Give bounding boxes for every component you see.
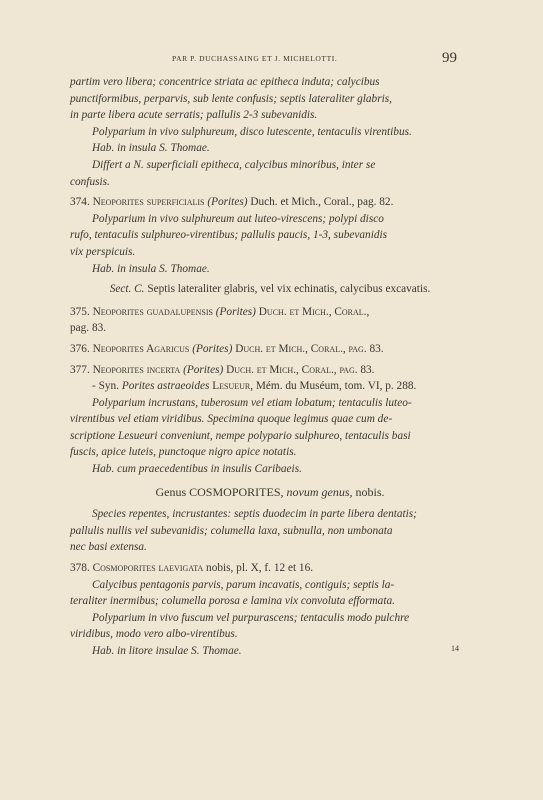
text-line: fuscis, apice luteis, punctoque nigro apice notatis. xyxy=(70,446,297,459)
synonym-line xyxy=(70,378,470,395)
genus-synonym: (Porites) xyxy=(215,305,256,318)
text-line: Polyparium in vivo sulphureum aut luteo-virescens; polypi disco xyxy=(92,212,384,225)
species-name: Neoporites incerta xyxy=(92,363,181,376)
text-line: Calycibus pentagonis parvis, parum incavatis, contiguis; septis la- xyxy=(92,578,395,591)
entry-number: 378. xyxy=(70,562,90,575)
entry-number: 377. xyxy=(70,363,90,376)
author-reference: Duch. et Mich., Coral., pag. 82. xyxy=(250,196,394,209)
text-line: vix perspicuis. xyxy=(70,245,136,258)
text-line: pallulis nullis vel subevanidis; columella laxa, subnulla, non umbonata xyxy=(70,524,393,537)
species-name: Neoporites guadalupensis xyxy=(92,305,213,318)
habitat-line: Hab. in litore insulae S. Thomae. xyxy=(92,645,242,657)
text-line: viridibus, modo vero albo-virentibus. xyxy=(70,628,238,641)
species-entry-375 xyxy=(70,304,470,321)
author-reference: Duch. et Mich., Coral., xyxy=(258,305,370,318)
entry-number: 376. xyxy=(70,342,90,355)
author-reference: Duch. et Mich., Coral., pag. 83. xyxy=(226,363,375,376)
genus-novum: novum genus, xyxy=(286,484,353,499)
genus-synonym: (Porites) xyxy=(207,196,248,209)
text-line: rufo, tentaculis sulphureo-virentibus; pallulis paucis, 1-3, subevanidis xyxy=(70,229,388,242)
synonym-name: Porites astraeoides xyxy=(121,380,210,393)
genus-heading xyxy=(70,484,470,501)
author-reference: nobis, pl. X, f. 12 et 16. xyxy=(206,562,314,575)
synonym-reference: Mém. du Muséum, tom. VI, p. 288. xyxy=(255,380,417,393)
text-line: Species repentes, incrustantes: septis duodecim in parte libera dentatis; xyxy=(92,508,417,521)
text-line: pag. 83. xyxy=(70,322,107,335)
text-line: nec basi extensa. xyxy=(70,541,147,554)
text-line: virentibus vel etiam viridibus. Specimina quoque legimus quae cum de- xyxy=(70,413,393,426)
species-entry-377 xyxy=(70,362,470,379)
habitat-line: Hab. in insula S. Thomae. xyxy=(92,142,210,155)
author-reference: Duch. et Mich., Coral., pag. 83. xyxy=(235,342,384,355)
text-line: Polyparium in vivo sulphureum, disco lutescente, tentaculis virentibus. xyxy=(92,125,412,138)
genus-synonym: (Porites) xyxy=(183,363,224,376)
text-line: Polyparium in vivo fuscum vel purpurascens; tentaculis modo pulchre xyxy=(92,611,410,624)
running-head: PAR P. DUCHASSAING ET J. MICHELOTTI. xyxy=(172,54,338,63)
genus-name: COSMOPORITES, xyxy=(189,484,284,499)
text-line: punctiformibus, perparvis, sub lente confusis; septis lateraliter glabris, xyxy=(70,92,392,105)
habitat-line: Hab. cum praecedentibus in insulis Caribaeis. xyxy=(92,463,302,476)
section-label: Sect. C. xyxy=(109,283,145,296)
species-name: Cosmoporites laevigata xyxy=(92,562,204,575)
section-heading xyxy=(70,281,470,298)
text-line: in parte libera acute serratis; pallulis 2-3 subevanidis. xyxy=(70,109,318,122)
species-entry-378 xyxy=(70,560,470,577)
text-line: partim vero libera; concentrice striata ac epitheca induta; calycibus xyxy=(70,76,380,88)
text-line: teraliter inermibus; columella porosa e lamina vix convoluta efformata. xyxy=(70,595,395,608)
species-name: Neoporites superficialis xyxy=(92,196,205,209)
page-number: 99 xyxy=(442,50,457,66)
genus-suffix: nobis. xyxy=(355,484,385,499)
synonym-label: - Syn. xyxy=(92,380,119,393)
section-text: Septis lateraliter glabris, vel vix echinatis, calycibus excavatis. xyxy=(147,283,431,296)
text-line: scriptione Lesueuri conveniunt, nempe polypario sulphureo, tentaculis basi xyxy=(70,429,411,442)
species-entry-374 xyxy=(70,194,470,211)
genus-synonym: (Porites) xyxy=(192,342,233,355)
synonym-author: Lesueur, xyxy=(212,380,254,393)
habitat-line: Hab. in insula S. Thomae. xyxy=(92,262,210,275)
entry-number: 374. xyxy=(70,196,90,209)
entry-number: 375. xyxy=(70,305,90,318)
species-name: Neoporites Agaricus xyxy=(92,342,190,355)
genus-prefix: Genus xyxy=(155,484,187,499)
text-line: Polyparium incrustans, tuberosum vel etiam lobatum; tentaculis luteo- xyxy=(92,396,412,409)
species-entry-376 xyxy=(70,341,470,358)
page-header xyxy=(0,50,543,70)
signature-mark: 14 xyxy=(451,644,459,653)
text-line: confusis. xyxy=(70,175,110,188)
text-line: Differt a N. superficiali epitheca, calycibus minoribus, inter se xyxy=(92,158,376,171)
page-body xyxy=(70,74,470,660)
